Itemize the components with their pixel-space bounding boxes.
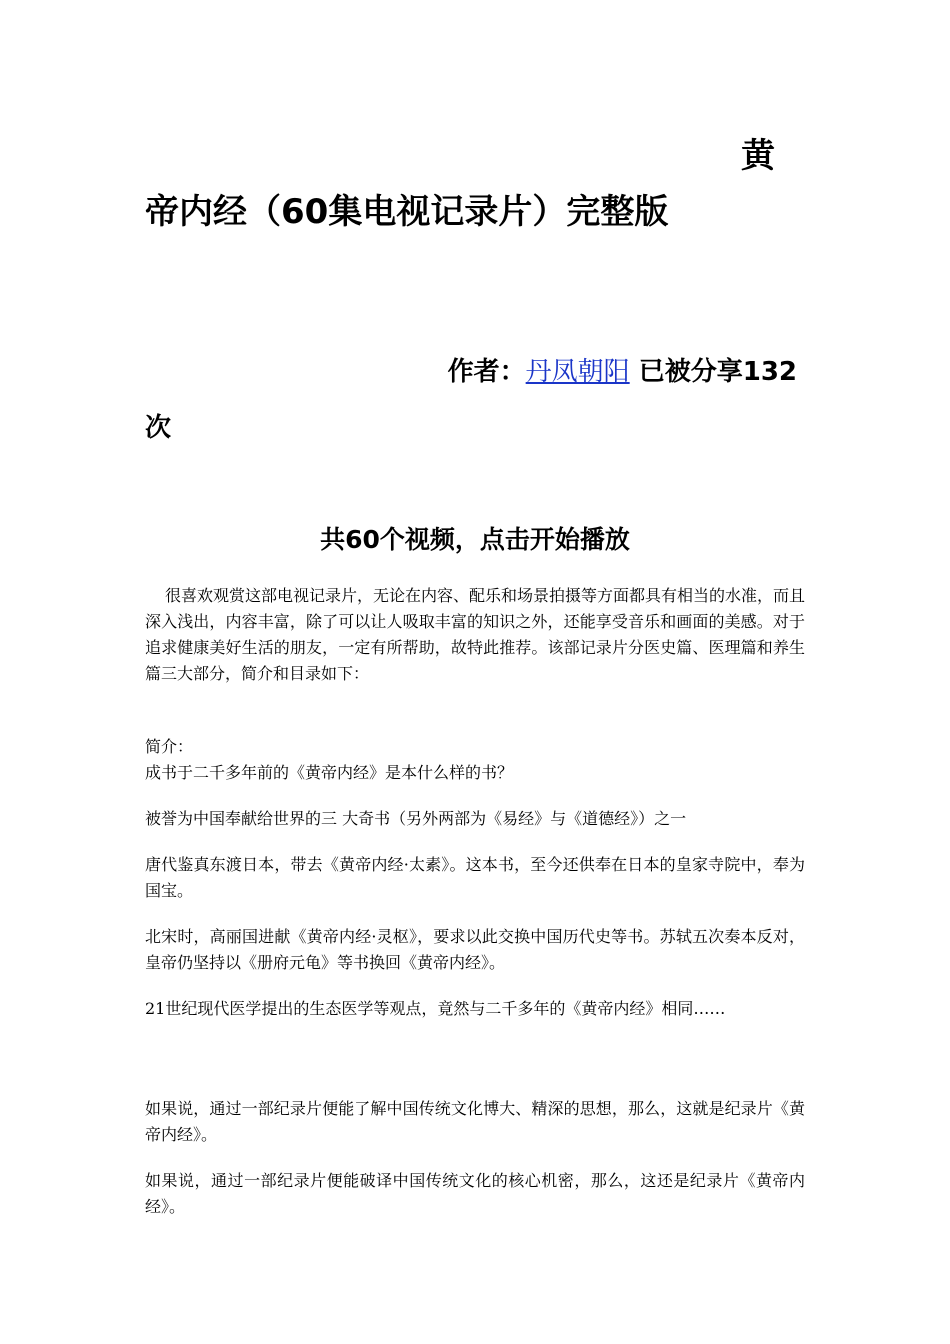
summary-paragraph: 21世纪现代医学提出的生态医学等观点，竟然与二千多年的《黄帝内经》相同……: [145, 999, 726, 1018]
page-title: [145, 128, 805, 240]
author-link[interactable]: 丹凤朝阳: [525, 357, 630, 387]
summary-question: 成书于二千多年前的《黄帝内经》是本什么样的书？: [145, 763, 514, 782]
share-count-suffix: 次: [145, 413, 172, 443]
byline: [145, 344, 805, 456]
title-line-2: 帝内经（60集电视记录片）完整版: [145, 192, 669, 232]
video-count-heading[interactable]: 共60个视频，点击开始播放: [320, 525, 630, 554]
intro-paragraph: 很喜欢观赏这部电视记录片，无论在内容、配乐和场景拍摄等方面都具有相当的水准，而且深入浅出，内容丰富，除了可以让人吸取丰富的知识之外，还能享受音乐和画面的美感。对于追求健康美好生活的朋友，一定有所帮助，故特此推荐。该部记录片分医史篇、医理篇和养生篇三大部分，简介和目录如下：: [145, 586, 806, 683]
summary-paragraph: 被誉为中国奉献给世界的三 大奇书（另外两部为《易经》与《道德经》）之一: [145, 809, 687, 828]
summary-label: 简介：: [145, 737, 194, 756]
share-count-text: 已被分享132: [629, 357, 797, 387]
summary-paragraph: 如果说，通过一部纪录片便能破译中国传统文化的核心机密，那么，这还是纪录片《黄帝内经》。: [145, 1171, 805, 1216]
title-line-1: 黄: [741, 136, 775, 176]
summary-paragraph: 北宋时，高丽国进献《黄帝内经·灵枢》，要求以此交换中国历代史等书。苏轼五次奏本反对，皇帝仍坚持以《册府元龟》等书换回《黄帝内经》。: [145, 927, 805, 972]
author-prefix: 作者：: [447, 357, 526, 387]
byline-row: [145, 344, 805, 400]
summary-paragraph: 唐代鉴真东渡日本，带去《黄帝内经·太素》。这本书，至今还供奉在日本的皇家寺院中，奉为国宝。: [145, 855, 805, 900]
summary-paragraph: 如果说，通过一部纪录片便能了解中国传统文化博大、精深的思想，那么，这就是纪录片《黄帝内经》。: [145, 1099, 805, 1144]
